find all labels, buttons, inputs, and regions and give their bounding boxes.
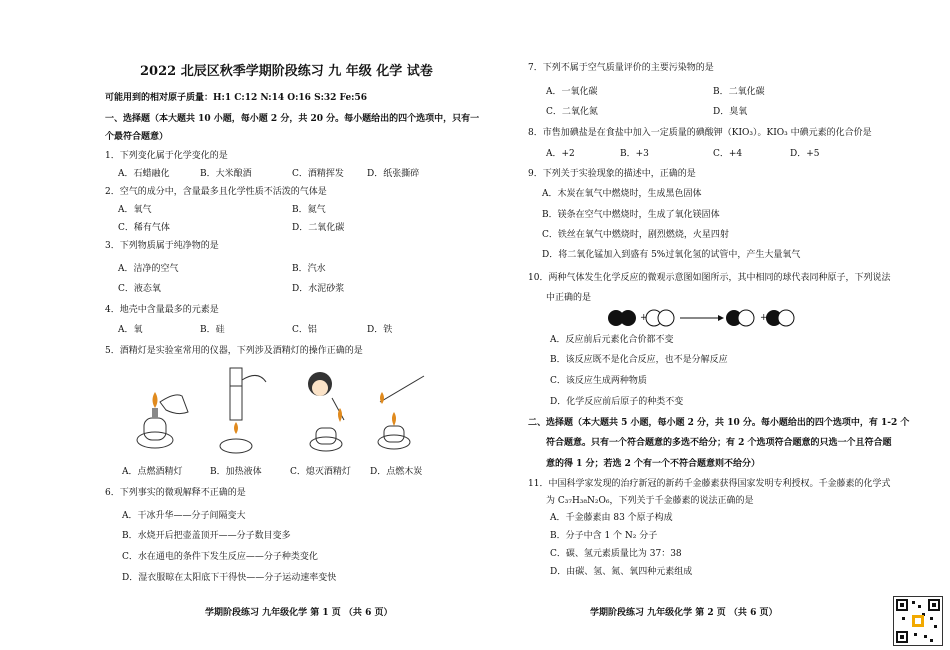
q2-option-a[interactable]: A．氧气 — [118, 205, 152, 215]
q5-stem: 5．酒精灯是实验室常用的仪器，下列涉及酒精灯的操作正确的是 — [105, 346, 363, 356]
exam-title: 2022 北辰区秋季学期阶段练习 九 年级 化学 试卷 — [140, 64, 433, 79]
reaction-diagram — [606, 306, 806, 330]
q6-option-d[interactable]: D．湿衣服晾在太阳底下干得快——分子运动速率变快 — [122, 573, 337, 583]
q10-option-d[interactable]: D．化学反应前后原子的种类不变 — [550, 397, 684, 407]
q6-stem: 6．下列事实的微观解释不正确的是 — [105, 488, 246, 498]
qr-code-icon — [893, 596, 943, 646]
q11-option-c[interactable]: C．碳、氢元素质量比为 37：38 — [550, 549, 682, 559]
q3-option-d[interactable]: D．水泥砂浆 — [292, 284, 345, 294]
q4-option-c[interactable]: C．铝 — [292, 325, 317, 335]
q3-option-a[interactable]: A．洁净的空气 — [118, 264, 179, 274]
q11-option-d[interactable]: D．由碳、氢、氮、氧四种元素组成 — [550, 567, 693, 577]
q4-option-b[interactable]: B．硅 — [200, 325, 225, 335]
section2-heading: 二、选择题（本大题共 5 小题，每小题 2 分，共 10 分。每小题给出的四个选项中，有 1-2 个 — [528, 418, 910, 428]
q9-option-b[interactable]: B．镁条在空气中燃烧时，生成了氧化镁固体 — [542, 210, 720, 220]
q2-option-b[interactable]: B．氦气 — [292, 205, 326, 215]
q11-option-b[interactable]: B．分子中含 1 个 N₂ 分子 — [550, 531, 658, 541]
q1-option-d[interactable]: D．纸张撕碎 — [367, 169, 420, 179]
q3-stem: 3．下列物质属于纯净物的是 — [105, 241, 219, 251]
q11-stem-cont: 为 C₃₇H₃₈N₂O₆，下列关于千金藤素的说法正确的是 — [546, 496, 754, 506]
q10-stem: 10．两种气体发生化学反应的微观示意图如图所示，其中相同的球代表同种原子，下列说法 — [528, 273, 891, 283]
q9-stem: 9．下列关于实验现象的描述中，正确的是 — [528, 169, 696, 179]
q8-stem: 8．市售加碘盐是在食盐中加入一定质量的碘酸钾（KIO₃）。KIO₃ 中碘元素的化合价是 — [528, 128, 872, 138]
q4-stem: 4．地壳中含量最多的元素是 — [105, 305, 219, 315]
q5-option-c[interactable]: C．熄灭酒精灯 — [290, 467, 351, 477]
figure-lighting-charcoal — [370, 372, 430, 452]
q7-option-a[interactable]: A．一氧化碳 — [546, 87, 598, 97]
q8-option-c[interactable]: C．+4 — [713, 149, 743, 159]
reaction-plus-2: + — [760, 313, 768, 323]
section1-heading: 一、选择题（本大题共 10 小题，每小题 2 分，共 20 分。每小题给出的四个选项中，只有一 — [105, 114, 480, 124]
q1-option-b[interactable]: B．大米酿酒 — [200, 169, 252, 179]
q9-option-a[interactable]: A．木炭在氧气中燃烧时，生成黑色固体 — [542, 189, 702, 199]
q6-option-a[interactable]: A．干冰升华——分子间隔变大 — [122, 511, 246, 521]
q5-option-d[interactable]: D．点燃木炭 — [370, 467, 423, 477]
q10-option-b[interactable]: B．该反应既不是化合反应，也不是分解反应 — [550, 355, 728, 365]
q4-option-a[interactable]: A．氧 — [118, 325, 143, 335]
q2-option-d[interactable]: D．二氧化碳 — [292, 223, 345, 233]
q10-stem-cont: 中正确的是 — [546, 293, 592, 303]
q8-option-d[interactable]: D．+5 — [790, 149, 820, 159]
section1-heading-cont: 个最符合题意） — [105, 132, 169, 142]
q5-option-b[interactable]: B．加热液体 — [210, 467, 262, 477]
q2-option-c[interactable]: C．稀有气体 — [118, 223, 170, 233]
q10-option-c[interactable]: C．该反应生成两种物质 — [550, 376, 647, 386]
q3-option-b[interactable]: B．汽水 — [292, 264, 326, 274]
section2-heading-cont1: 符合题意。只有一个符合题意的多选不给分；有 2 个选项符合题意的只选一个且符合题 — [546, 438, 892, 448]
reaction-plus-1: + — [640, 313, 648, 323]
q8-option-b[interactable]: B．+3 — [620, 149, 649, 159]
q2-stem: 2．空气的成分中，含量最多且化学性质不活泼的气体是 — [105, 187, 327, 197]
q7-option-b[interactable]: B．二氧化碳 — [713, 87, 765, 97]
q4-option-d[interactable]: D．铁 — [367, 325, 393, 335]
q7-option-d[interactable]: D．臭氧 — [713, 107, 748, 117]
q9-option-c[interactable]: C．铁丝在氧气中燃烧时，剧烈燃烧，火星四射 — [542, 230, 729, 240]
q7-option-c[interactable]: C．二氧化氮 — [546, 107, 598, 117]
figure-lighting-lamp — [130, 372, 190, 452]
q3-option-c[interactable]: C．液态氧 — [118, 284, 161, 294]
q1-stem: 1．下列变化属于化学变化的是 — [105, 151, 228, 161]
q8-option-a[interactable]: A．+2 — [546, 149, 575, 159]
section2-heading-cont2: 意的得 1 分；若选 2 个有一个不符合题意则不给分） — [546, 459, 761, 469]
q1-option-a[interactable]: A．石蜡融化 — [118, 169, 170, 179]
q6-option-b[interactable]: B．水烧开后把壶盖顶开——分子数目变多 — [122, 531, 291, 541]
q10-option-a[interactable]: A．反应前后元素化合价都不变 — [550, 335, 674, 345]
q1-option-c[interactable]: C．酒精挥发 — [292, 169, 344, 179]
figure-extinguishing-lamp — [296, 366, 356, 456]
q5-option-a[interactable]: A．点燃酒精灯 — [122, 467, 183, 477]
page1-footer: 学期阶段练习 九年级化学 第 1 页 （共 6 页） — [205, 608, 393, 618]
q9-option-d[interactable]: D．将二氧化锰加入到盛有 5%过氧化氢的试管中，产生大量氧气 — [542, 250, 801, 260]
q6-option-c[interactable]: C．水在通电的条件下发生反应——分子种类变化 — [122, 552, 318, 562]
q7-stem: 7．下列不属于空气质量评价的主要污染物的是 — [528, 63, 714, 73]
page2-footer: 学期阶段练习 九年级化学 第 2 页 （共 6 页） — [590, 608, 778, 618]
q11-stem: 11．中国科学家发现的治疗新冠的新药千金藤素获得国家发明专利授权。千金藤素的化学式 — [528, 479, 891, 489]
figure-heating-liquid — [210, 366, 270, 456]
atomic-masses: 可能用到的相对原子质量：H:1 C:12 N:14 O:16 S:32 Fe:56 — [105, 93, 368, 103]
q11-option-a[interactable]: A．千金藤素由 83 个原子构成 — [550, 513, 673, 523]
